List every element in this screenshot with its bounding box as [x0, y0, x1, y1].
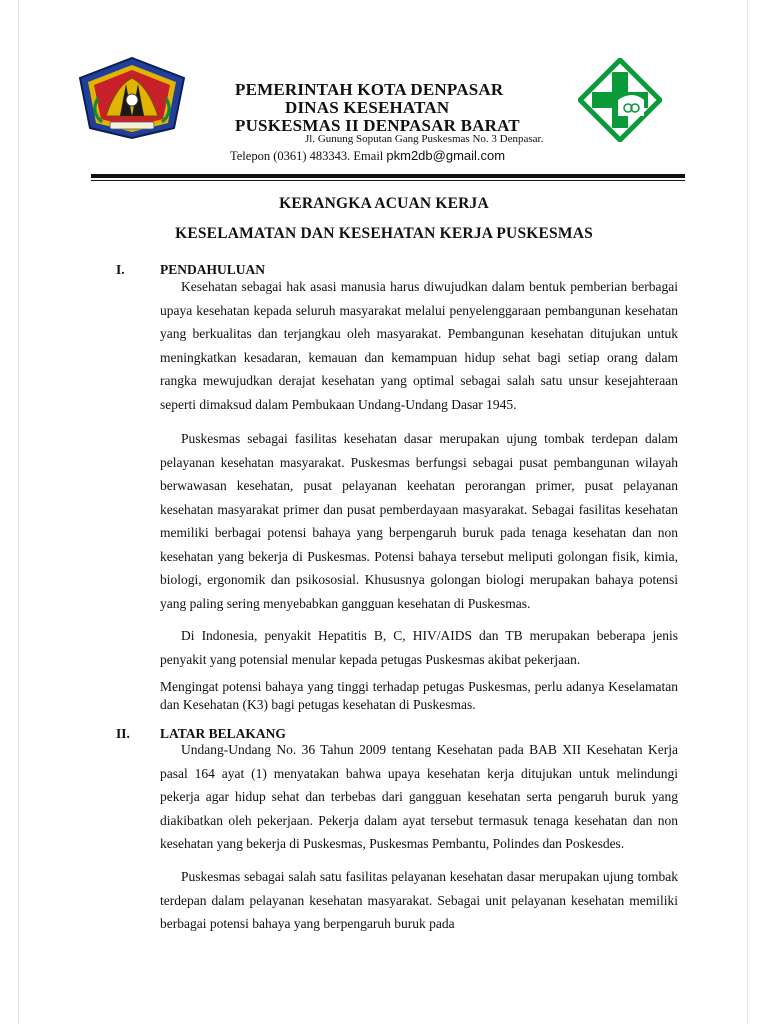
section-2-paragraph-1: Undang-Undang No. 36 Tahun 2009 tentang Kesehatan pada BAB XII Kesehatan Kerja pasal 164 ayat (1) menyatakan bahwa upaya kesehatan kerja ditujukan untuk melindungi pekerja agar hidup sehat dan terbebas dari gangguan kesehatan serta pengaruh buruk yang diakibatkan oleh pekerjaan. Pekerja dalam ayat tersebut termasuk tenaga kesehatan dan non kesehatan yang bekerja di Puskesmas, Puskesmas Pembantu, Polindes dan Poskesdes.	[160, 742, 678, 851]
section-2-paragraph-2: Puskesmas sebagai salah satu fasilitas pelayanan kesehatan dasar merupakan ujung tombak terdepan dalam pelayanan kesehatan masyarakat. Sebagai unit pelayanan kesehatan memiliki berbagai potensi bahaya yang berpengaruh buruk pada	[160, 869, 678, 931]
letterhead-address: Jl. Gunung Soputan Gang Puskesmas No. 3 Denpasar.	[305, 133, 544, 145]
letterhead-department: DINAS KESEHATAN	[285, 98, 450, 117]
section-1-paragraph-3: Di Indonesia, penyakit Hepatitis B, C, HIV/AIDS dan TB merupakan beberapa jenis penyakit yang potensial menular kepada petugas Puskesmas akibat pekerjaan.	[160, 628, 678, 667]
letterhead-puskesmas: PUSKESMAS II DENPASAR BARAT	[235, 116, 520, 135]
section-1-paragraph-4: Mengingat potensi bahaya yang tinggi terhadap petugas Puskesmas, perlu adanya Keselamatan dan Kesehatan (K3) bagi petugas kesehatan di Puskesmas.	[160, 679, 678, 712]
section-1-paragraph-2: Puskesmas sebagai fasilitas kesehatan dasar merupakan ujung tombak terdepan dalam pelayanan kesehatan masyarakat. Puskesmas berfungsi sebagai pusat pembangunan wilayah berwawasan kesehatan, pusat pelayanan keehatan perorangan primer, pusat pelayanan kesehatan masyarakat primer dan pusat pemberdayaan masyarakat. Sebagai fasilitas kesehatan memiliki berbagai potensi bahaya yang berpengaruh buruk pada tenaga kesehatan dan non kesehatan yang bekerja di Puskesmas. Potensi bahaya tersebut meliputi golongan fisik, kimia, biologi, ergonomik dan psikososial. Khususnya golongan biologi merupakan bahaya potensi yang paling sering menyebabkan gangguan kesehatan di Puskesmas.	[160, 431, 678, 611]
section-1-paragraph-1: Kesehatan sebagai hak asasi manusia harus diwujudkan dalam bentuk pemberian berbagai upaya kesehatan kepada seluruh masyarakat melalui penyelenggaraan pembangunan kesehatan yang berkualitas dan terjangkau oleh masyarakat. Pembangunan kesehatan ditujukan untuk meningkatkan kesadaran, kemauan dan kemampuan hidup sehat bagi setiap orang dalam rangka mewujudkan derajat kesehatan yang optimal sebagai salah satu unsur kesejahteraan seperti dimaksud dalam Pembukaan Undang-Undang Dasar 1945.	[160, 279, 678, 412]
document-title: KERANGKA ACUAN KERJA	[279, 195, 489, 212]
phone-text: Telepon (0361) 483343. Email	[230, 149, 387, 163]
denpasar-emblem-icon	[76, 56, 188, 140]
letterhead-government: PEMERINTAH KOTA DENPASAR	[235, 80, 504, 99]
document-subtitle: KESELAMATAN DAN KESEHATAN KERJA PUSKESMAS	[175, 225, 593, 242]
letterhead-divider-thin	[91, 180, 685, 181]
puskesmas-emblem-icon	[578, 58, 662, 142]
section-2-heading: LATAR BELAKANG	[160, 726, 286, 741]
letterhead-contact	[230, 148, 505, 164]
section-2-number: II.	[116, 726, 130, 741]
email-text: pkm2db@gmail.com	[386, 148, 506, 163]
section-1-heading: PENDAHULUAN	[160, 262, 266, 277]
section-1-number: I.	[116, 262, 125, 277]
letterhead-divider-thick	[91, 174, 685, 178]
